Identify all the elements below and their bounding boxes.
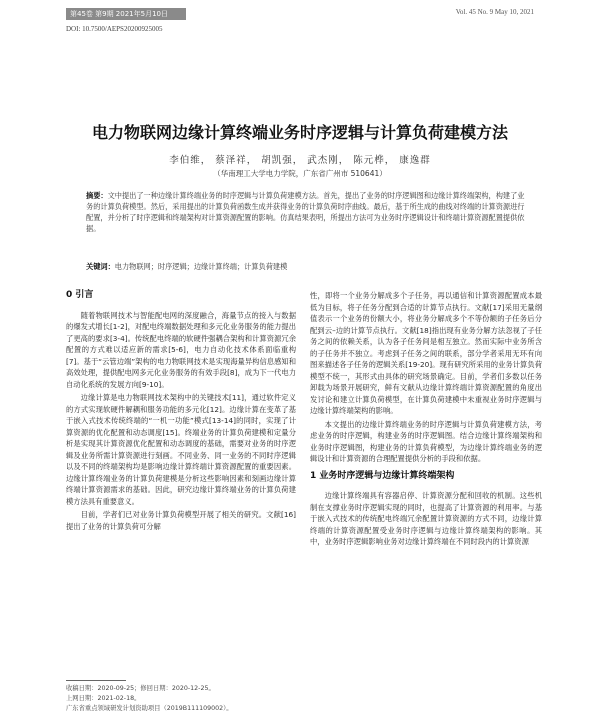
footnote-divider bbox=[66, 680, 126, 681]
section-heading-1: 1 业务时序逻辑与边缘计算终端架构 bbox=[310, 470, 455, 481]
paragraph: 随着物联网技术与智能配电网的深度融合，海量节点的接入与数据的爆发式增长[1-2]，对配电终端数据处理和多元化业务服务的能力提出了更高的要求[3-4]。传统配电终端的软硬件强耦合架构和计算资源冗余配置的方式难以适应新的需求[5-6]，电力自动化技术体系面临重构[7]。基于“云管边端”架构的电力物联网技术是实现海量异构信息感知和高效处理，提供配电网多元化业务服务的有效手段[8]，成为下一代电力自动化系统的发展方向[9-10]。 bbox=[66, 310, 296, 389]
journal-issue-english: Vol. 45 No. 9 May 10, 2021 bbox=[455, 8, 534, 16]
author-list: 李伯维， 蔡泽祥， 胡凯强， 武杰刚， 陈元桦， 康逸群 bbox=[169, 155, 431, 166]
paper-title: 电力物联网边缘计算终端业务时序逻辑与计算负荷建模方法 bbox=[91, 123, 508, 142]
keywords-text: 电力物联网；时序逻辑；边缘计算终端；计算负荷建模 bbox=[114, 262, 288, 271]
doi: DOI: 10.7500/AEPS20200925005 bbox=[66, 25, 163, 33]
abstract-label: 摘要： bbox=[86, 191, 108, 200]
left-column bbox=[66, 290, 296, 534]
right-column bbox=[310, 290, 542, 550]
paragraph: 边缘计算是电力物联网技术架构中的关键技术[11]，通过软件定义的方式实现软硬件解耦和服务功能的多元化[12]。边缘计算在变革了基于嵌入式技术传统终端的“一机一功能”模式[13-14]的同时，实现了计算资源的优化配置和动态调度[15]。终端业务的计算负荷建模和定量分析是实现其计算资源优化配置和动态调度的基础，需要对业务的时序逻辑及业务所需计算资源进行刻画。不同业务、同一业务的不同时序逻辑以及不同的终端架构均是影响边缘计算终端计算资源配置的重要因素。边缘计算终端业务的计算负荷建模是分析这些影响因素和刻画边缘计算终端计算资源需求的基础。因此，研究边缘计算终端业务的计算负荷建模方法具有重要意义。 bbox=[66, 393, 296, 506]
affiliation: （华南理工大学电力学院，广东省广州市 510641） bbox=[213, 169, 387, 178]
paragraph: 边缘计算终端具有容器启停、计算资源分配和回收的机制。这些机制在支撑业务时序逻辑实现的同时，也提高了计算资源的利用率。与基于嵌入式技术的传统配电终端冗余配置计算资源的方式不同，边缘计算终端的计算资源配置受业务时序逻辑与边缘计算终端架构的影响。其中，业务时序逻辑影响业务对边缘计算终端在不同时段内的计算资源 bbox=[310, 491, 542, 546]
keywords-label: 关键词： bbox=[86, 262, 115, 271]
footnote-online: 上网日期：2021-02-18。 bbox=[66, 695, 141, 702]
footnote-received: 收稿日期：2020-09-25；修回日期：2020-12-25。 bbox=[66, 685, 215, 692]
section-heading-introduction: 0 引言 bbox=[66, 290, 94, 300]
paragraph: 性，即将一个业务分解成多个子任务，再以通信和计算资源配置成本最低为目标，将子任务分配到合适的计算节点执行。文献[17]采用无量纲值表示一个业务的份额大小，将业务分解成多个不等份额的子任务后分配到云–边的计算节点执行。文献[18]指出现有业务分解方法忽视了子任务之间的依赖关系，认为各子任务间是相互独立。然而实际中业务所含的子任务并不独立。考虑到子任务之间的联系，部分学者采用无环有向图来描述各子任务的逻辑关系[19-20]。现有研究所采用的业务计算负荷模型不统一，其形式由具体的研究场景确定。目前，学者们多数以任务卸载为场景开展研究，鲜有文献从边缘计算终端计算资源配置的角度出发讨论和建立计算负荷模型，在计算负荷建模中未重视业务时序逻辑与边缘计算终端架构的影响。 bbox=[310, 291, 542, 415]
paragraph: 本文提出的边缘计算终端业务的时序逻辑与计算负荷建模方法，考虑业务的时序逻辑，构建业务的时序逻辑图。结合边缘计算终端架构和业务时序逻辑图，构建业务的计算负荷模型，为边缘计算终端业务的逻辑设计和计算资源的合理配置提供分析的手段和依据。 bbox=[310, 419, 542, 463]
journal-issue-banner: 第45卷 第9期 2021年5月10日 bbox=[66, 8, 186, 20]
footnotes bbox=[66, 684, 306, 714]
paragraph: 目前，学者们已对业务计算负荷模型开展了相关的研究。文献[16]提出了业务的计算负荷可分解 bbox=[66, 510, 296, 531]
abstract bbox=[86, 190, 526, 234]
abstract-text: 文中提出了一种边缘计算终端业务的时序逻辑与计算负荷建模方法。首先，提出了业务的时序逻辑图和边缘计算终端架构，构建了业务的计算负荷模型。然后，采用提出的计算负荷函数生成并获得业务的计算负荷时序曲线。最后，基于所生成的曲线对终端的计算资源进行配置，并分析了时序逻辑和终端架构对计算资源配置的影响。仿真结果表明，所提出方法可为业务时序逻辑设计和终端计算资源配置提供依据。 bbox=[86, 191, 525, 233]
footnote-funding: 广东省重点领域研发计划资助项目（2019B111109002）。 bbox=[66, 705, 233, 712]
keywords bbox=[86, 262, 526, 272]
